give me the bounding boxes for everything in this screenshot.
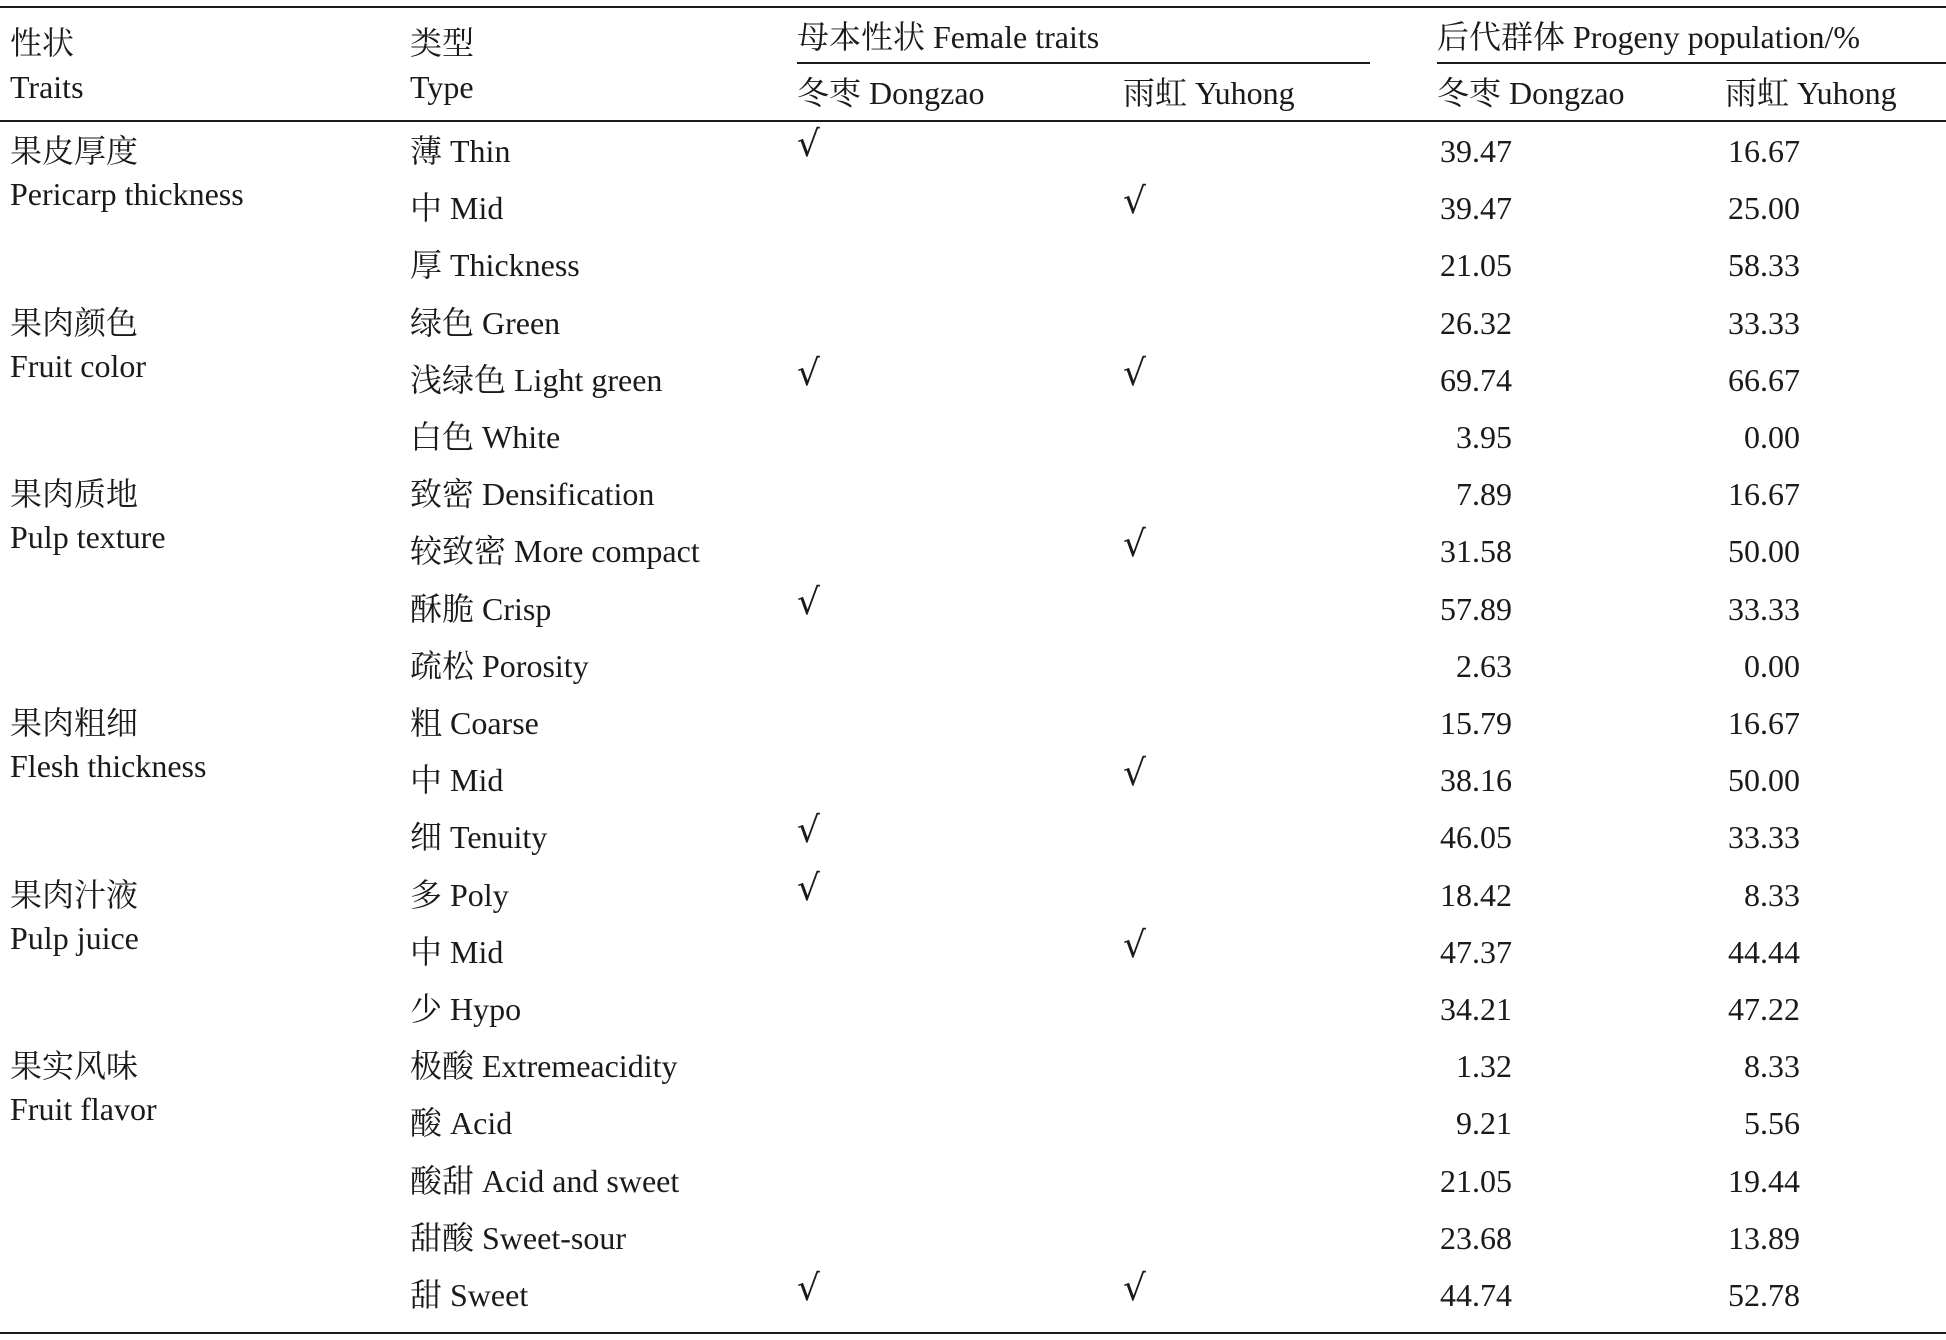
header-progeny-yuhong: 雨虹 Yuhong [1725,75,1897,111]
progeny-dongzao-value: 39.47 [1440,133,1512,169]
header-traits-cn: 性状 [10,25,75,61]
header-bottom-rule [0,120,1946,122]
type-label: 甜 Sweet [410,1277,529,1313]
type-label: 致密 Densification [410,476,655,513]
header-type-en: Type [410,69,474,105]
progeny-yuhong-value: 58.33 [1728,247,1800,284]
type-label: 中 Mid [410,933,504,970]
progeny-dongzao-value: 44.74 [1440,1277,1512,1313]
type-label: 白色 White [410,419,561,455]
type-label: 较致密 More compact [410,533,700,570]
female-group-rule [797,62,1370,64]
progeny-yuhong-value: 8.33 [1744,876,1800,913]
progeny-yuhong-value: 25.00 [1728,190,1800,227]
check-icon: √ [797,810,820,852]
progeny-yuhong-value: 44.44 [1728,933,1800,970]
progeny-yuhong-value: 5.56 [1744,1105,1800,1142]
progeny-yuhong-value: 50.00 [1728,762,1800,799]
progeny-dongzao-value: 21.05 [1440,247,1512,284]
type-label: 酸 Acid [410,1105,513,1142]
type-label: 酸甜 Acid and sweet [410,1162,680,1199]
check-icon: √ [797,124,820,165]
check-icon: √ [1123,1268,1146,1309]
progeny-yuhong-value: 47.22 [1728,991,1800,1027]
progeny-yuhong-value: 66.67 [1728,361,1800,398]
trait-name-cn: 果肉颜色 [10,304,139,341]
type-label: 少 Hypo [410,991,522,1027]
check-icon: √ [797,352,820,394]
trait-name-en: Pulp juice [10,919,139,956]
check-icon: √ [1123,352,1146,394]
header-progeny-dongzao: 冬枣 Dongzao [1437,75,1625,111]
check-icon: √ [797,1268,820,1309]
type-label: 酥脆 Crisp [410,590,552,627]
progeny-yuhong-value: 0.00 [1744,419,1800,455]
progeny-yuhong-value: 0.00 [1744,647,1800,684]
progeny-yuhong-value: 19.44 [1728,1162,1800,1199]
progeny-dongzao-value: 9.21 [1456,1105,1512,1142]
progeny-yuhong-value: 16.67 [1728,133,1800,169]
progeny-yuhong-value: 16.67 [1728,705,1800,741]
progeny-yuhong-value: 50.00 [1728,533,1800,570]
bottom-rule [0,1332,1946,1334]
progeny-dongzao-value: 47.37 [1440,933,1512,970]
check-icon: √ [797,867,820,909]
type-label: 多 Poly [410,876,509,913]
progeny-dongzao-value: 2.63 [1456,647,1512,684]
progeny-dongzao-value: 15.79 [1440,705,1512,741]
check-icon: √ [1123,753,1146,795]
check-icon: √ [1123,181,1146,223]
progeny-dongzao-value: 46.05 [1440,819,1512,856]
progeny-dongzao-value: 39.47 [1440,190,1512,227]
type-label: 细 Tenuity [410,819,548,856]
progeny-dongzao-value: 69.74 [1440,361,1512,398]
progeny-dongzao-value: 26.32 [1440,304,1512,341]
progeny-dongzao-value: 21.05 [1440,1162,1512,1199]
progeny-yuhong-value: 52.78 [1728,1277,1800,1313]
type-label: 极酸 Extremeacidity [410,1048,678,1085]
trait-name-en: Flesh thickness [10,748,207,784]
progeny-yuhong-value: 33.33 [1728,304,1800,341]
trait-name-en: Pulp texture [10,519,166,556]
type-label: 厚 Thickness [410,247,580,284]
progeny-dongzao-value: 23.68 [1440,1219,1512,1256]
trait-name-cn: 果皮厚度 [10,133,139,169]
progeny-dongzao-value: 7.89 [1456,476,1512,513]
trait-name-cn: 果肉质地 [10,476,139,513]
type-label: 绿色 Green [410,304,561,341]
check-icon: √ [797,581,820,623]
trait-name-en: Pericarp thickness [10,176,244,212]
type-label: 中 Mid [410,190,504,227]
header-female-dongzao: 冬枣 Dongzao [797,75,985,111]
progeny-dongzao-value: 1.32 [1456,1048,1512,1085]
type-label: 中 Mid [410,762,504,799]
progeny-yuhong-value: 33.33 [1728,819,1800,856]
trait-name-cn: 果肉汁液 [10,876,139,913]
progeny-group-rule [1437,62,1946,64]
trait-name-cn: 果实风味 [10,1048,139,1085]
type-label: 粗 Coarse [410,705,539,741]
progeny-dongzao-value: 38.16 [1440,762,1512,799]
header-progeny-group: 后代群体 Progeny population/% [1437,19,1861,55]
trait-name-cn: 果肉粗细 [10,705,139,741]
progeny-yuhong-value: 33.33 [1728,590,1800,627]
progeny-dongzao-value: 31.58 [1440,533,1512,570]
type-label: 浅绿色 Light green [410,361,663,398]
header-traits-en: Traits [10,69,84,105]
type-label: 薄 Thin [410,133,511,169]
progeny-dongzao-value: 3.95 [1456,419,1512,455]
top-rule [0,6,1946,8]
check-icon: √ [1123,524,1146,566]
header-type-cn: 类型 [410,25,475,61]
check-icon: √ [1123,924,1146,966]
type-label: 疏松 Porosity [410,647,589,684]
progeny-yuhong-value: 13.89 [1728,1219,1800,1256]
progeny-yuhong-value: 8.33 [1744,1048,1800,1085]
progeny-dongzao-value: 34.21 [1440,991,1512,1027]
progeny-dongzao-value: 57.89 [1440,590,1512,627]
type-label: 甜酸 Sweet-sour [410,1219,626,1256]
header-female-group: 母本性状 Female traits [797,19,1100,55]
progeny-yuhong-value: 16.67 [1728,476,1800,513]
header-female-yuhong: 雨虹 Yuhong [1123,75,1295,111]
progeny-dongzao-value: 18.42 [1440,876,1512,913]
trait-name-en: Fruit color [10,347,146,384]
trait-name-en: Fruit flavor [10,1091,157,1128]
